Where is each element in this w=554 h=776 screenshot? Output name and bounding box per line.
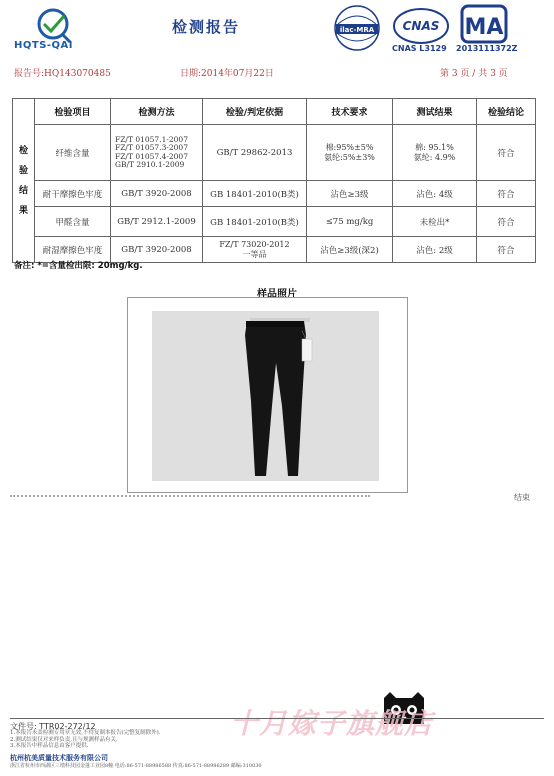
cell-conclusion: 符合	[477, 237, 536, 263]
ilac-mra-logo-icon	[330, 4, 384, 54]
cell-item: 纤维含量	[35, 125, 111, 181]
document-number: 文件号: TTR02-272/12	[10, 722, 96, 731]
col-header-conclusion: 检验结论	[477, 99, 536, 125]
results-table	[12, 98, 536, 263]
cell-item: 甲醛含量	[35, 207, 111, 237]
cell-basis: GB/T 29862-2013	[203, 125, 307, 181]
cma-logo-icon	[458, 4, 510, 44]
report-number: 报告号:HQ143070485	[14, 69, 111, 79]
col-header-requirement: 技术要求	[307, 99, 393, 125]
cell-conclusion: 符合	[477, 125, 536, 181]
end-marker: 结束	[514, 493, 530, 502]
photo-title: 样品照片	[257, 289, 297, 300]
cell-method: GB/T 3920-2008	[111, 237, 203, 263]
cell-requirement: ≤75 mg/kg	[307, 207, 393, 237]
col-header-result: 测试结果	[393, 99, 477, 125]
col-header-basis: 检验/判定依据	[203, 99, 307, 125]
company-name: 杭州杭美质量技术服务有限公司	[10, 754, 108, 762]
logo-text: HQTS-QAI	[14, 40, 74, 51]
side-label: 检 验 结 果	[13, 99, 35, 263]
cell-requirement: 沾色≥3级	[307, 181, 393, 207]
svg-text:ilac-MRA: ilac-MRA	[339, 26, 375, 34]
table-note: 备注: *=含量检出限: 20mg/kg.	[14, 261, 143, 271]
cell-method: FZ/T 01057.1-2007 FZ/T 01057.3-2007 FZ/T 01057.4-2007 GB/T 2910.1-2009	[111, 125, 203, 181]
cell-result: 未检出*	[393, 207, 477, 237]
cma-number: 2013111372Z	[456, 44, 518, 53]
sample-photo-leggings	[152, 311, 379, 481]
table-header-row	[13, 99, 536, 125]
col-header-method: 检测方法	[111, 99, 203, 125]
company-address: 浙江省杭州市西湖区三墩科技园金蓬工业园8幢 电话:86-571-88986588 传真:86-571-88986289 邮编:310030	[10, 763, 262, 769]
footer-notes: 1.本报告未盖检测专用章无效,不得复制本报告(完整复制除外). 2.测试结果仅对来样负责,且与规测样品有关. 3.本报告中样品信息由客户提供.	[10, 730, 161, 749]
cell-method: GB/T 2912.1-2009	[111, 207, 203, 237]
cell-basis: GB 18401-2010(B类)	[203, 181, 307, 207]
cell-conclusion: 符合	[477, 181, 536, 207]
cnas-number: CNAS L3129	[392, 44, 447, 53]
report-date: 日期:2014年07月22日	[180, 69, 274, 79]
cell-basis: FZ/T 73020-2012 一等品	[203, 237, 307, 263]
table-row	[13, 125, 536, 181]
document-title: 检测报告	[172, 18, 241, 36]
footer-divider	[10, 718, 544, 719]
table-row	[13, 181, 536, 207]
table-row	[13, 207, 536, 237]
svg-text:MA: MA	[464, 15, 504, 40]
cell-method: GB/T 3920-2008	[111, 181, 203, 207]
cell-item: 耐湿摩擦色牢度	[35, 237, 111, 263]
cell-item: 耐干摩擦色牢度	[35, 181, 111, 207]
cell-basis: GB 18401-2010(B类)	[203, 207, 307, 237]
cell-requirement: 沾色≥3级(深2)	[307, 237, 393, 263]
cell-result: 沾色: 4级	[393, 181, 477, 207]
cell-conclusion: 符合	[477, 207, 536, 237]
col-header-item: 检验项目	[35, 99, 111, 125]
cnas-logo-icon	[392, 6, 450, 46]
store-watermark: 十月嫁子旗舰店	[230, 707, 434, 740]
page-indicator: 第 3 页 / 共 3 页	[440, 69, 508, 79]
cell-requirement: 棉:95%±5% 氨纶:5%±3%	[307, 125, 393, 181]
cell-result: 沾色: 2级	[393, 237, 477, 263]
svg-text:CNAS: CNAS	[402, 19, 440, 33]
end-divider	[10, 495, 370, 497]
cell-result: 棉: 95.1% 氨纶: 4.9%	[393, 125, 477, 181]
